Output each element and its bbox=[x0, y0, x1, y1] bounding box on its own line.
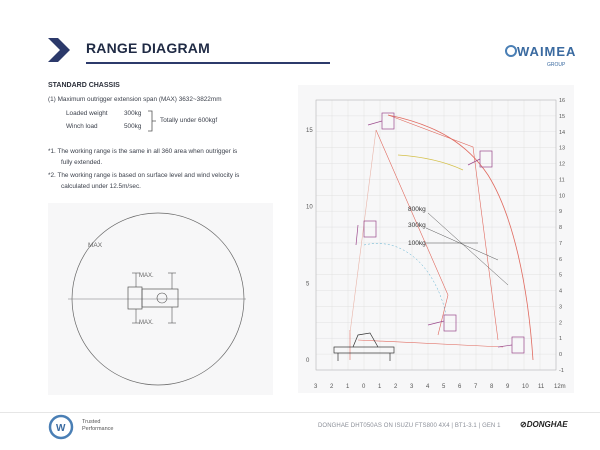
boom-positions bbox=[356, 113, 524, 353]
left-tick-label: 0 bbox=[306, 358, 310, 364]
right-tick-label: 15 bbox=[559, 113, 566, 120]
winch-load-value: 500kg bbox=[124, 123, 142, 130]
bracket bbox=[147, 110, 157, 132]
left-tick-label: 5 bbox=[306, 281, 310, 288]
x-tick-label: 8 bbox=[490, 384, 494, 390]
outrigger-spec: (1) Maximum outrigger extension span (MAX) 3632~3822mm bbox=[48, 96, 222, 103]
x-tick-label: 0 bbox=[362, 384, 366, 390]
right-tick-label: 8 bbox=[559, 225, 563, 232]
footer-model: DONGHAE DHT050AS ON ISUZU FTS800 4X4 | BT1-3.1 | GEN 1 bbox=[318, 423, 501, 429]
left-tick-label: 10 bbox=[306, 204, 313, 211]
chevron-right-icon bbox=[46, 36, 72, 64]
x-tick-label: 9 bbox=[506, 384, 510, 390]
right-tick-label: 2 bbox=[559, 320, 563, 327]
left-tick-label: 15 bbox=[306, 128, 313, 134]
winch-load-label: Winch load bbox=[66, 123, 98, 130]
x-tick-label: 2 bbox=[394, 384, 398, 390]
x-tick-label: 11 bbox=[538, 384, 545, 390]
donghae-brand: ⊘DONGHAE bbox=[520, 420, 568, 429]
right-tick-label: 9 bbox=[559, 209, 563, 216]
note-1b: fully extended. bbox=[61, 159, 103, 166]
right-tick-label: 14 bbox=[559, 129, 566, 136]
right-tick-label: 7 bbox=[559, 240, 563, 247]
x-tick-label: 1 bbox=[346, 384, 350, 390]
dashed-arc bbox=[364, 243, 446, 315]
x-tick-label: 3 bbox=[410, 384, 414, 390]
note-2b: calculated under 12.5m/sec. bbox=[61, 183, 141, 190]
base-line bbox=[358, 340, 503, 347]
right-tick-label: 5 bbox=[559, 272, 563, 279]
envelope-inner-left bbox=[350, 130, 376, 333]
right-tick-label: 3 bbox=[559, 304, 563, 311]
trusted-performance: Trusted Performance bbox=[82, 419, 114, 432]
outer-envelope bbox=[388, 115, 533, 360]
svg-text:GROUP: GROUP bbox=[547, 62, 566, 68]
total-load: Totally under 600kgf bbox=[160, 117, 218, 124]
range-chart-panel bbox=[298, 85, 574, 393]
title-underline bbox=[86, 62, 330, 64]
svg-text:WAIMEA: WAIMEA bbox=[517, 44, 577, 59]
page-title: RANGE DIAGRAM bbox=[86, 40, 210, 56]
load-arrows bbox=[426, 213, 508, 285]
right-tick-label: 12 bbox=[559, 161, 566, 168]
x-tick-label: 7 bbox=[474, 384, 478, 390]
load-100-label: 100kg bbox=[408, 240, 426, 247]
x-tick-label: 12m bbox=[554, 384, 566, 390]
boom-reach-line bbox=[388, 115, 498, 340]
x-tick-label: 2 bbox=[330, 384, 334, 390]
right-tick-label: 13 bbox=[559, 145, 566, 152]
x-tick-label: 10 bbox=[522, 384, 529, 390]
right-tick-label: 0 bbox=[559, 352, 563, 359]
right-tick-label: -1 bbox=[559, 368, 564, 374]
load-300-label: 300kg bbox=[408, 222, 426, 229]
plan-view-panel bbox=[48, 203, 273, 395]
x-tick-label: 4 bbox=[426, 384, 430, 390]
loaded-weight-label: Loaded weight bbox=[66, 110, 108, 117]
plan-view-diagram bbox=[48, 203, 273, 395]
right-tick-label: 4 bbox=[559, 288, 563, 295]
loaded-weight-value: 300kg bbox=[124, 110, 142, 117]
right-tick-label: 6 bbox=[559, 256, 563, 263]
x-tick-label: 3 bbox=[314, 384, 318, 390]
max-bottom-label: MAX. bbox=[139, 320, 154, 326]
x-tick-label: 5 bbox=[442, 384, 446, 390]
footer-divider bbox=[0, 412, 600, 413]
max-top-label: MAX. bbox=[139, 273, 154, 279]
x-tick-label: 6 bbox=[458, 384, 462, 390]
max-outer-label: MAX bbox=[88, 242, 103, 249]
x-tick-label: 1 bbox=[378, 384, 382, 390]
load-800-label: 800kg bbox=[408, 206, 426, 213]
note-2a: *2. The working range is based on surface level and wind velocity is bbox=[48, 172, 240, 179]
w-logo-icon bbox=[48, 414, 74, 440]
range-chart bbox=[298, 85, 574, 393]
svg-text:W: W bbox=[56, 423, 66, 434]
section-heading: STANDARD CHASSIS bbox=[48, 82, 120, 89]
right-tick-label: 1 bbox=[559, 336, 563, 343]
note-1a: *1. The working range is the same in all 360 area when outrigger is bbox=[48, 148, 238, 155]
right-tick-label: 11 bbox=[559, 177, 565, 184]
right-tick-label: 16 bbox=[559, 98, 566, 104]
waimea-logo bbox=[505, 38, 577, 70]
accent-line bbox=[398, 155, 463, 170]
right-tick-label: 10 bbox=[559, 193, 566, 200]
